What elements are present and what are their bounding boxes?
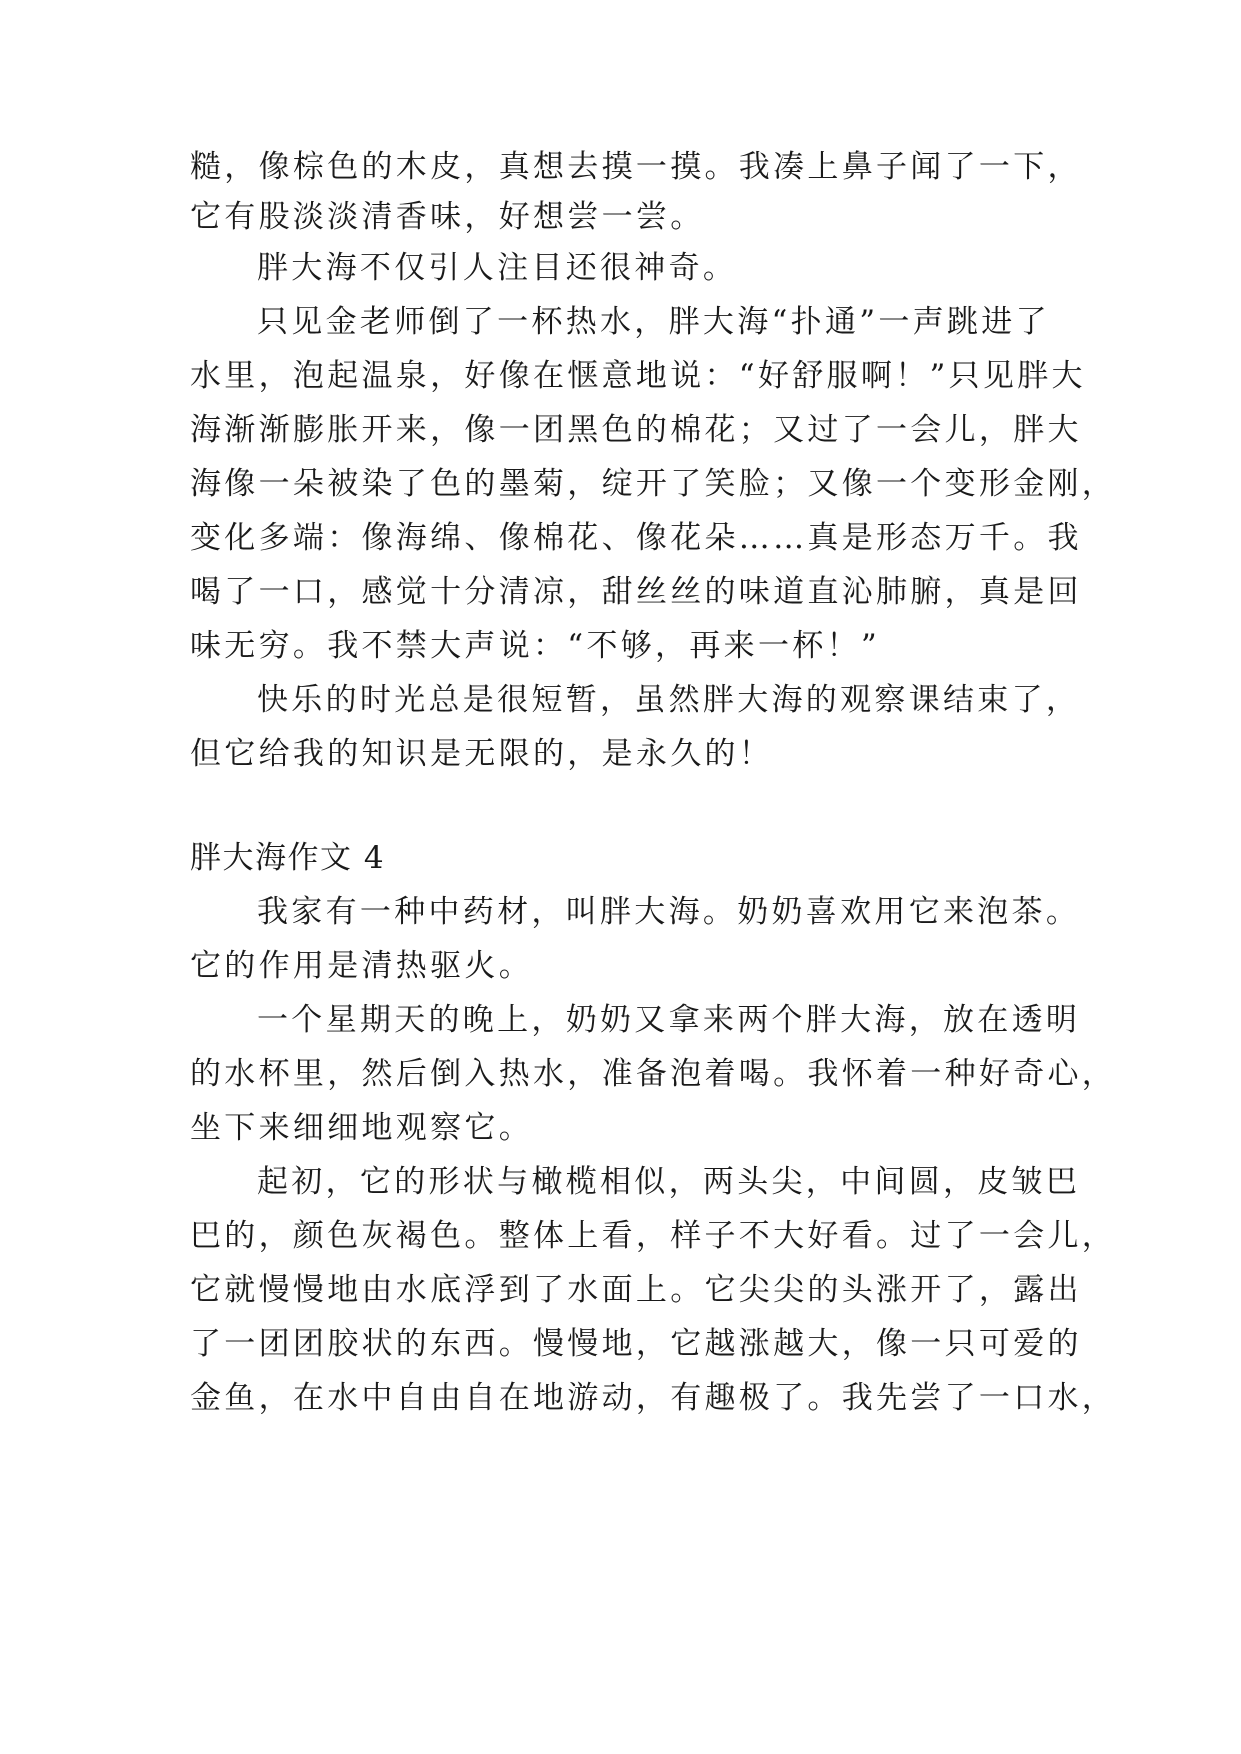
paragraph-line: 水里，泡起温泉，好像在惬意地说：“好舒服啊！”只见胖大 [190,358,1086,394]
paragraph-line: 变化多端：像海绵、像棉花、像花朵……真是形态万千。我 [190,520,1082,556]
paragraph-line: 它的作用是清热驱火。 [190,948,533,984]
paragraph-line: 喝了一口，感觉十分清凉，甜丝丝的味道直沁肺腑，真是回 [190,574,1082,610]
paragraph-line: 它就慢慢地由水底浮到了水面上。它尖尖的头涨开了，露出 [190,1272,1082,1308]
paragraph-line: 金鱼，在水中自由自在地游动，有趣极了。我先尝了一口水， [190,1380,1117,1416]
paragraph-line: 巴的，颜色灰褐色。整体上看，样子不大好看。过了一会儿， [190,1218,1117,1254]
paragraph-line: 海渐渐膨胀开来，像一团黑色的棉花；又过了一会儿，胖大 [190,412,1082,448]
paragraph-line: 只见金老师倒了一杯热水，胖大海“扑通”一声跳进了 [257,304,1050,340]
paragraph-line: 坐下来细细地观察它。 [190,1110,533,1146]
paragraph-line: 一个星期天的晚上，奶奶又拿来两个胖大海，放在透明 [257,1002,1081,1038]
paragraph-line: 但它给我的知识是无限的，是永久的！ [190,736,774,772]
paragraph-line: 海像一朵被染了色的墨菊，绽开了笑脸；又像一个变形金刚， [190,466,1117,502]
paragraph-line: 胖大海不仅引人注目还很神奇。 [257,250,738,286]
paragraph-line: 它有股淡淡清香味，好想尝一尝。 [190,199,705,235]
section-title: 胖大海作文 4 [190,840,386,876]
paragraph-line: 糙，像棕色的木皮，真想去摸一摸。我凑上鼻子闻了一下， [190,149,1082,185]
paragraph-line: 起初，它的形状与橄榄相似，两头尖，中间圆，皮皱巴 [257,1164,1081,1200]
paragraph-line: 快乐的时光总是很短暂，虽然胖大海的观察课结束了， [257,682,1081,718]
paragraph-line: 味无穷。我不禁大声说：“不够，再来一杯！” [190,628,880,664]
paragraph-line: 的水杯里，然后倒入热水，准备泡着喝。我怀着一种好奇心， [190,1056,1117,1092]
paragraph-line: 我家有一种中药材，叫胖大海。奶奶喜欢用它来泡茶。 [257,894,1081,930]
paragraph-line: 了一团团胶状的东西。慢慢地，它越涨越大，像一只可爱的 [190,1326,1082,1362]
